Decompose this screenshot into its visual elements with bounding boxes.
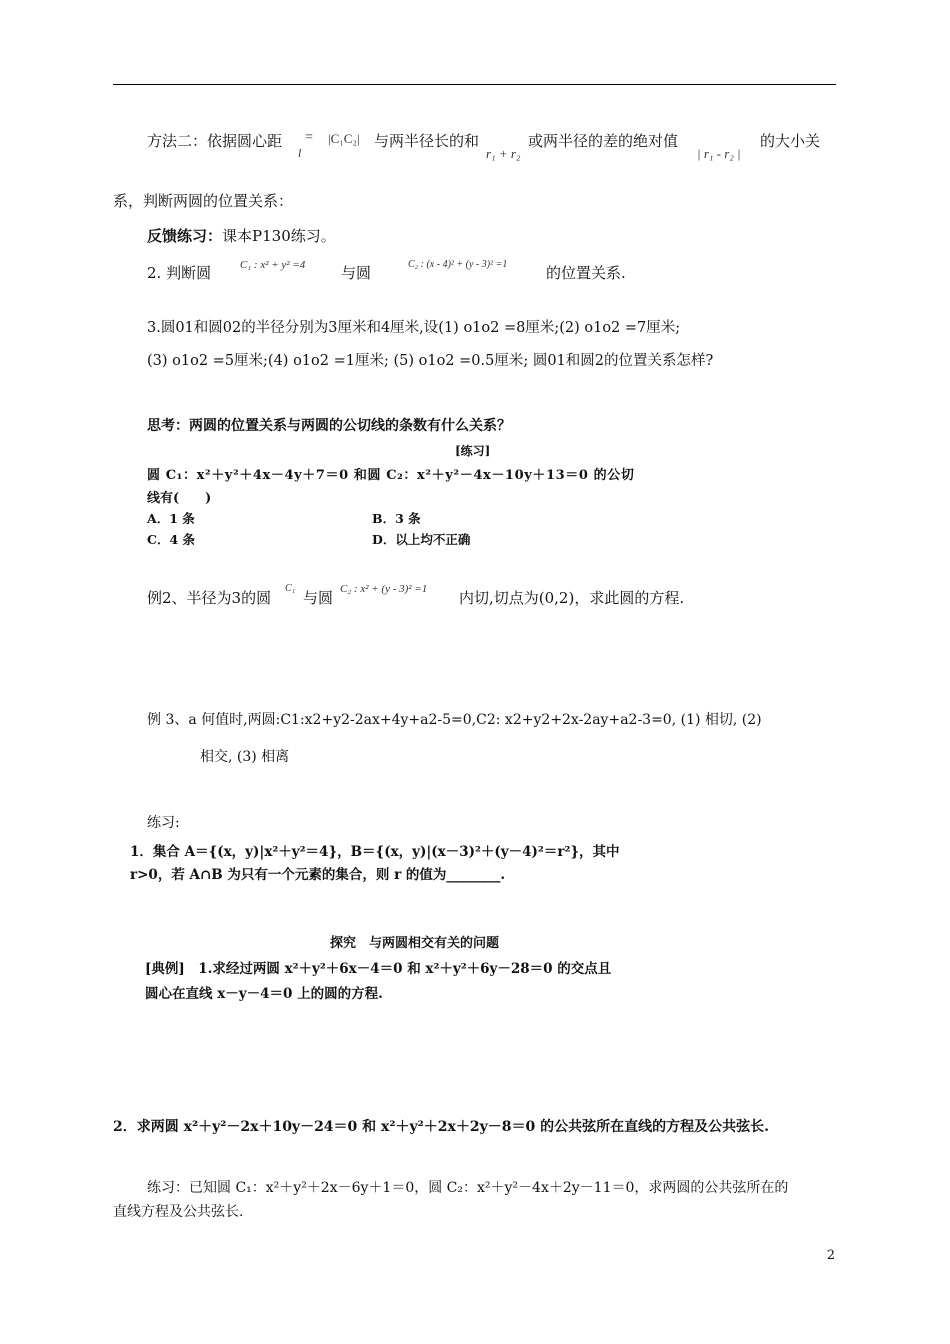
example-2-ending: 内切,切点为(0,2)，求此圆的方程. xyxy=(459,589,685,607)
example-2-c1: C₁ xyxy=(285,583,296,594)
option-c: C．4 条 xyxy=(147,532,195,547)
header-rule xyxy=(113,84,836,85)
final-practice-line-2: 直线方程及公共弦长. xyxy=(113,1204,244,1220)
example-2-c2-equation: C₂ : x² + (y - 3)² =1 xyxy=(340,583,428,595)
method-two-continuation: 系，判断两圆的位置关系： xyxy=(113,192,294,210)
equals-sign: = xyxy=(305,130,313,145)
circle-c2-equation: C₂ : (x - 4)² + (y - 3)² =1 xyxy=(408,259,508,270)
center-distance-formula: |C₁C₂| xyxy=(328,131,360,146)
distance-symbol: l xyxy=(298,146,302,160)
radius-diff-formula: | r₁ - r₂ | xyxy=(697,146,741,161)
typical-example-line-1: [典例] 1.求经过两圆 x²＋y²＋6x－4＝0 和 x²＋y²＋6y－28＝0 的交点且 xyxy=(145,961,612,977)
circle-c1-equation: C₁ : x² + y² =4 xyxy=(240,259,306,271)
page-number: 2 xyxy=(826,1248,835,1263)
common-chord-question: 2．求两圆 x²＋y²－2x＋10y－24＝0 和 x²＋y²＋2x＋2y－8＝0 的公共弦所在直线的方程及公共弦长. xyxy=(113,1119,769,1135)
final-practice-line-1: 练习：已知圆 C₁：x²＋y²＋2x－6y＋1＝0，圆 C₂：x²＋y²－4x＋2y－11＝0，求两圆的公共弦所在的 xyxy=(147,1180,789,1196)
question-3-line-2: (3) o1o2 =5厘米;(4) o1o2 =1厘米; (5) o1o2 =0.5厘米; 圆01和圆2的位置关系怎样? xyxy=(147,353,714,369)
question-2-and: 与圆 xyxy=(341,264,372,282)
example-2-and: 与圆 xyxy=(303,589,334,607)
feedback-text: 课本P130练习。 xyxy=(222,227,336,245)
method-two-text-d: 的大小关 xyxy=(760,132,821,150)
typical-example-line-2: 圆心在直线 x－y－4＝0 上的圆的方程. xyxy=(145,986,383,1002)
question-2-text: 2. 判断圆 xyxy=(147,264,212,282)
feedback-practice xyxy=(147,225,336,246)
question-3-line-1: 3.圆01和圆02的半径分别为3厘米和4厘米,设(1) o1o2 =8厘米;(2) o1o2 =7厘米; xyxy=(147,320,681,336)
feedback-label: 反馈练习： xyxy=(147,227,223,245)
example-2-text: 例2、半径为3的圆 xyxy=(147,589,272,607)
method-two-text-b: 与两半径长的和 xyxy=(374,132,480,150)
practice-question-line-2: 线有( ) xyxy=(147,491,212,506)
question-2-ending: 的位置关系. xyxy=(546,264,626,282)
think-question: 思考：两圆的位置关系与两圆的公切线的条数有什么关系？ xyxy=(147,418,511,434)
method-two-text: 方法二：依据圆心距 xyxy=(147,132,283,150)
set-question-line-1: 1．集合 A＝{(x，y)|x²＋y²＝4}，B＝{(x，y)|(x－3)²＋(y－4)²＝r²}，其中 xyxy=(130,844,620,860)
explore-title: 探究 与两圆相交有关的问题 xyxy=(330,936,500,951)
example-3-line-2: 相交, (3) 相离 xyxy=(200,749,290,765)
practice-title: [练习] xyxy=(455,444,491,458)
practice-2-label: 练习: xyxy=(147,815,180,831)
option-b: B．3 条 xyxy=(372,511,421,526)
option-a: A．1 条 xyxy=(147,511,195,526)
practice-question-line-1: 圆 C₁：x²＋y²＋4x－4y＋7＝0 和圆 C₂：x²＋y²－4x－10y＋13＝0 的公切 xyxy=(147,468,635,483)
radius-sum-formula: r₁ + r₂ xyxy=(486,146,521,161)
set-question-line-2: r>0，若 A∩B 为只有一个元素的集合，则 r 的值为________. xyxy=(130,867,506,883)
example-3-line-1: 例 3、a 何值时,两圆:C1:x2+y2-2ax+4y+a2-5=0,C2: x2+y2+2x-2ay+a2-3=0, (1) 相切, (2) xyxy=(147,712,762,728)
option-d: D．以上均不正确 xyxy=(372,532,471,547)
method-two-text-c: 或两半径的差的绝对值 xyxy=(528,132,679,150)
